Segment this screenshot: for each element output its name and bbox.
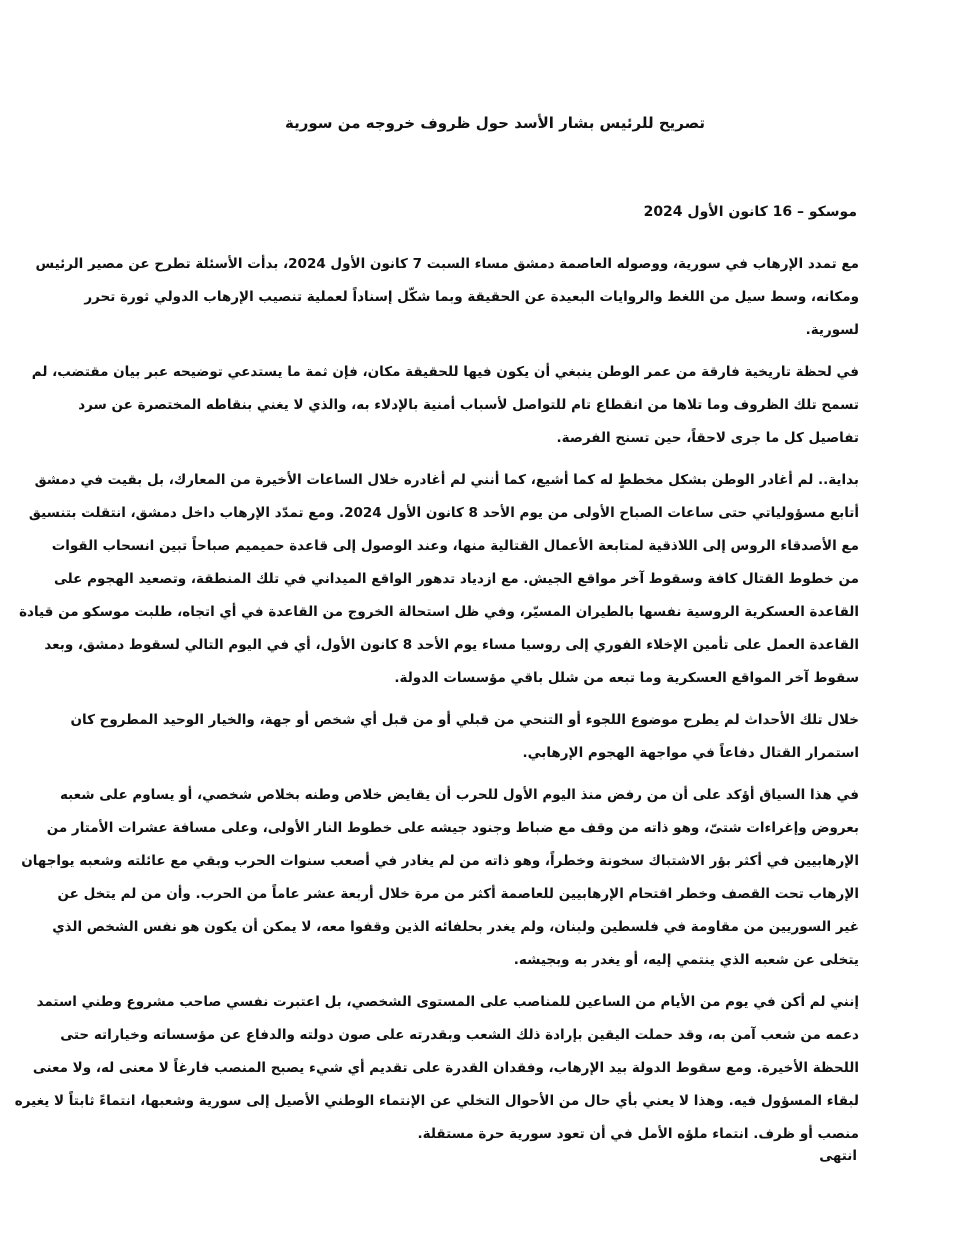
- paragraph: [21, 779, 859, 977]
- paragraph-line: من خطوط القتال كافة وسقوط آخر مواقع الجيش. مع ازدياد تدهور الواقع الميداني في تلك المنطقة، وتصعيد الهجوم على: [54, 571, 859, 587]
- paragraph: [70, 704, 859, 770]
- paragraph: [31, 356, 859, 455]
- paragraph-line: منصب أو ظرف. انتماء ملؤه الأمل في أن تعود سورية حرة مستقلة.: [417, 1126, 859, 1142]
- paragraph-line: أتابع مسؤولياتي حتى ساعات الصباح الأولى من يوم الأحد 8 كانون الأول 2024. ومع تمدّد الإرهاب داخل دمشق، انتقلت بتنسيق: [28, 505, 859, 521]
- paragraph-line: ومكانه، وسط سيل من اللغط والروايات البعيدة عن الحقيقة وبما شكّل إسناداً لعملية تنصيب الإرهاب الدولي ثورة تحرر: [84, 289, 859, 305]
- paragraph-line: استمرار القتال دفاعاً في مواجهة الهجوم الإرهابي.: [522, 745, 859, 761]
- paragraph-line: الإرهاب تحت القصف وخطر اقتحام الإرهابيين للعاصمة أكثر من مرة خلال أربعة عشر عاماً من الحرب. وأن من لم يتخل عن: [57, 886, 859, 902]
- paragraph-line: سقوط آخر المواقع العسكرية وما تبعه من شلل باقي مؤسسات الدولة.: [394, 670, 859, 686]
- paragraph-line: خلال تلك الأحداث لم يطرح موضوع اللجوء أو التنحي من قبلي أو من قبل أي شخص أو جهة، والخيار الوحيد المطروح كان: [70, 712, 859, 728]
- paragraph-line: تفاصيل كل ما جرى لاحقاً، حين تسنح الفرصة.: [556, 430, 859, 446]
- closing-text: انتهى: [819, 1148, 857, 1164]
- paragraph-line: إنني لم أكن في يوم من الأيام من الساعين للمناصب على المستوى الشخصي، بل اعتبرت نفسي صاحب مشروع وطني استمد: [36, 994, 859, 1010]
- paragraph-line: الإرهابيين في أكثر بؤر الاشتباك سخونة وخطراً، وهو ذاته من لم يغادر في أصعب سنوات الحرب وبقي مع عائلته وشعبه يواجهان: [21, 853, 859, 869]
- paragraph-line: لبقاء المسؤول فيه. وهذا لا يعني بأي حال من الأحوال التخلي عن الإنتماء الوطني الأصيل إلى سورية وشعبها، انتماءً ثابتاً لا يغيره: [14, 1093, 859, 1109]
- paragraph: [19, 464, 859, 695]
- paragraph: [14, 986, 859, 1151]
- paragraph-line: دعمه من شعب آمن به، وقد حملت اليقين بإرادة ذلك الشعب وبقدرته على صون دولته والدفاع عن مؤسساته وخياراته حتى: [60, 1027, 859, 1043]
- paragraph-line: القاعدة العسكرية الروسية نفسها بالطيران المسيّر، وفي ظل استحالة الخروج من القاعدة في أي اتجاه، طلبت موسكو من قيادة: [19, 604, 859, 620]
- paragraph-line: مع الأصدقاء الروس إلى اللاذقية لمتابعة الأعمال القتالية منها، وعند الوصول إلى قاعدة حميميم صباحاً تبين انسحاب القوات: [51, 538, 859, 554]
- paragraph-line: في هذا السياق أؤكد على أن من رفض منذ اليوم الأول للحرب أن يقايض خلاص وطنه بخلاص شخصي، أو يساوم على شعبه: [59, 787, 859, 803]
- document-body: [14, 248, 859, 1160]
- paragraph-line: بداية.. لم أغادر الوطن بشكل مخططٍ له كما أشيع، كما أنني لم أغادره خلال الساعات الأخيرة من المعارك، بل بقيت في دمشق: [34, 472, 859, 488]
- paragraph-line: اللحظة الأخيرة. ومع سقوط الدولة بيد الإرهاب، وفقدان القدرة على تقديم أي شيء يصبح المنصب فارغاً لا معنى له، ولا معنى: [32, 1060, 859, 1076]
- paragraph-line: القاعدة العمل على تأمين الإخلاء الفوري إلى روسيا مساء يوم الأحد 8 كانون الأول، أي في اليوم التالي لسقوط دمشق، وبعد: [44, 637, 859, 653]
- paragraph: [35, 248, 859, 347]
- paragraph-line: في لحظة تاريخية فارقة من عمر الوطن ينبغي أن يكون فيها للحقيقة مكان، فإن ثمة ما يستدعي توضيحه عبر بيان مقتضب، لم: [31, 364, 859, 380]
- paragraph-line: غير السوريين من مقاومة في فلسطين ولبنان، ولم يغدر بحلفائه الذين وقفوا معه، لا يمكن أن يكون هو نفس الشخص الذي: [52, 919, 859, 935]
- paragraph-line: يتخلى عن شعبه الذي ينتمي إليه، أو يغدر به وبجيشه.: [513, 952, 859, 968]
- dateline: موسكو – 16 كانون الأول 2024: [643, 204, 857, 220]
- paragraph-line: لسورية.: [805, 322, 859, 338]
- paragraph-line: مع تمدد الإرهاب في سورية، ووصوله العاصمة دمشق مساء السبت 7 كانون الأول 2024، بدأت الأسئلة تطرح عن مصير الرئيس: [35, 256, 859, 272]
- paragraph-line: تسمح تلك الظروف وما تلاها من انقطاع تام للتواصل لأسباب أمنية بالإدلاء به، والذي لا يغني بنقاطه المختصرة عن سرد: [78, 397, 859, 413]
- paragraph-line: بعروض وإغراءات شتىّ، وهو ذاته من وقف مع ضباط وجنود جيشه على خطوط النار الأولى، وعلى مسافة عشرات الأمتار من: [46, 820, 859, 836]
- document-title: تصريح للرئيس بشار الأسد حول ظروف خروجه من سورية: [284, 114, 705, 132]
